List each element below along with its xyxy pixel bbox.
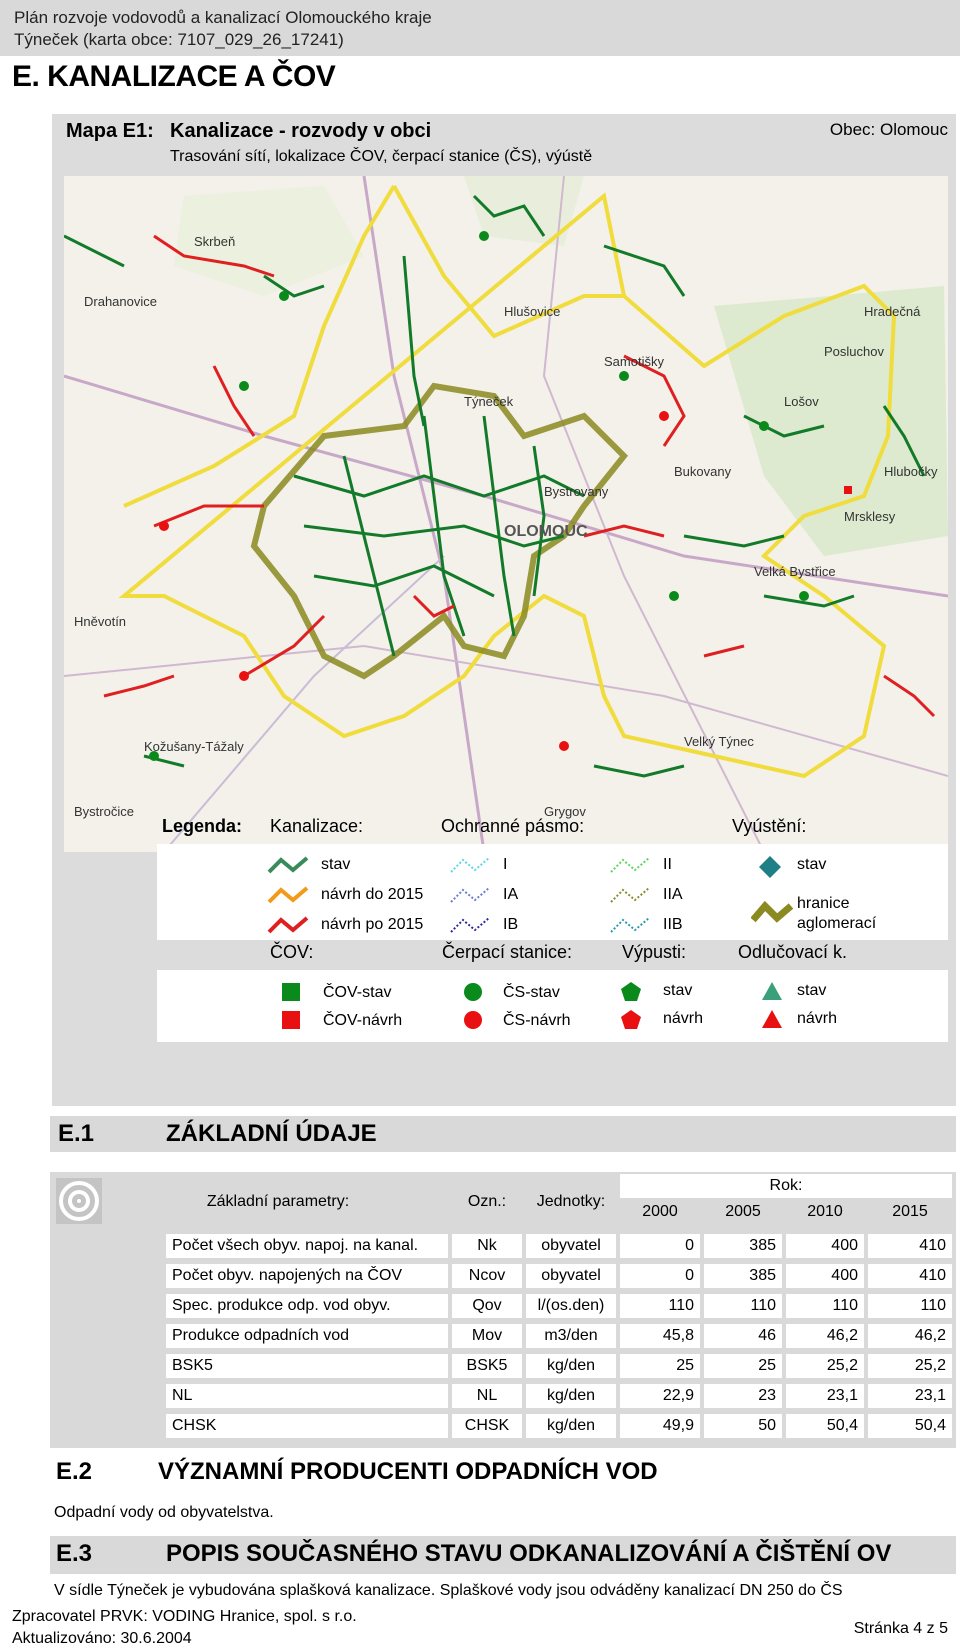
row-param: Spec. produkce odp. vod obyv. — [166, 1294, 448, 1318]
section-e3-title: POPIS SOUČASNÉHO STAVU ODKANALIZOVÁNÍ A ČIŠTĚNÍ OV — [166, 1540, 892, 1567]
vypust-navrh-pentagon-icon — [619, 1008, 643, 1032]
row-val-2015: 46,2 — [868, 1324, 952, 1348]
footer-aktualizovano: Aktualizováno: 30.6.2004 — [12, 1630, 192, 1647]
legend-title: Legenda: — [162, 816, 243, 836]
svg-text:Skrbeň: Skrbeň — [194, 234, 236, 249]
legend-cov-stav: ČOV-stav — [323, 984, 392, 1001]
row-ozn: Mov — [452, 1324, 522, 1348]
row-unit: m3/den — [526, 1324, 616, 1348]
row-val-2010: 110 — [786, 1294, 864, 1318]
sewer-network-map — [64, 176, 948, 852]
svg-text:Velký Týnec: Velký Týnec — [684, 734, 754, 749]
row-param: Počet všech obyv. napoj. na kanal. — [166, 1234, 448, 1258]
svg-text:Hlubočky: Hlubočky — [884, 464, 938, 479]
header-rok: Rok: — [620, 1174, 952, 1198]
pasmo-ib-icon — [449, 914, 493, 936]
legend-odl-stav: stav — [797, 982, 827, 999]
map-obec: Obec: Olomouc — [829, 120, 948, 139]
svg-text:Drahanovice: Drahanovice — [84, 294, 157, 309]
row-val-2005: 110 — [704, 1294, 782, 1318]
legend-cov: ČOV: — [270, 942, 314, 962]
svg-text:Kožušany-Tážaly: Kožušany-Tážaly — [144, 739, 244, 754]
legend-lines-box — [157, 844, 948, 940]
main-title: E. KANALIZACE A ČOV — [12, 60, 336, 93]
row-unit: obyvatel — [526, 1234, 616, 1258]
row-ozn: NL — [452, 1384, 522, 1408]
row-ozn: BSK5 — [452, 1354, 522, 1378]
legend-hranice — [797, 894, 876, 934]
legend-vyust-stav: stav — [797, 856, 827, 873]
row-unit: kg/den — [526, 1414, 616, 1438]
pasmo-i-icon — [449, 854, 493, 876]
map-label: Mapa E1: — [66, 120, 154, 142]
legend-ochranne-pasmo: Ochranné pásmo: — [441, 816, 585, 836]
row-ozn: Ncov — [452, 1264, 522, 1288]
cs-stav-circle-icon — [463, 982, 483, 1002]
svg-text:Posluchov: Posluchov — [824, 344, 884, 359]
legend-vyp-navrh: návrh — [663, 1010, 704, 1027]
svg-text:Velká Bystřice: Velká Bystřice — [754, 564, 836, 579]
row-ozn: CHSK — [452, 1414, 522, 1438]
legend-kanalizace: Kanalizace: — [270, 816, 364, 836]
legend-cs-navrh: ČS-návrh — [503, 1012, 571, 1029]
cov-navrh-square-icon — [281, 1010, 301, 1030]
row-val-2010: 46,2 — [786, 1324, 864, 1348]
svg-text:Týneček: Týneček — [464, 394, 514, 409]
hranice-aglomeraci-icon — [751, 900, 795, 926]
section-e2-header — [50, 1456, 956, 1490]
target-icon — [56, 1178, 102, 1224]
row-unit: kg/den — [526, 1384, 616, 1408]
row-val-2015: 410 — [868, 1234, 952, 1258]
svg-text:OLOMOUC: OLOMOUC — [504, 523, 588, 540]
header-ozn: Ozn.: — [452, 1180, 522, 1224]
row-param: NL — [166, 1384, 448, 1408]
legend-pasmo-ii: II — [663, 856, 672, 873]
row-val-2000: 22,9 — [620, 1384, 700, 1408]
row-ozn: Qov — [452, 1294, 522, 1318]
map-panel — [52, 114, 956, 1106]
legend-odl-navrh: návrh — [797, 1010, 838, 1027]
header-year-2000: 2000 — [620, 1200, 700, 1224]
pasmo-iia-icon — [609, 884, 653, 906]
section-e1-header — [50, 1116, 956, 1152]
stav-line-icon — [267, 854, 311, 876]
row-val-2005: 23 — [704, 1384, 782, 1408]
row-val-2000: 45,8 — [620, 1324, 700, 1348]
svg-text:Lošov: Lošov — [784, 394, 819, 409]
svg-text:Mrsklesy: Mrsklesy — [844, 509, 896, 524]
section-e2-number: E.2 — [56, 1458, 93, 1485]
row-val-2015: 23,1 — [868, 1384, 952, 1408]
svg-text:Bystrovany: Bystrovany — [544, 484, 609, 499]
section-e3-number: E.3 — [56, 1540, 93, 1567]
row-unit: obyvatel — [526, 1264, 616, 1288]
map-image — [64, 176, 948, 852]
legend-pasmo-i: I — [503, 856, 508, 873]
cov-stav-square-icon — [281, 982, 301, 1002]
row-unit: kg/den — [526, 1354, 616, 1378]
row-val-2000: 0 — [620, 1264, 700, 1288]
legend-kan-do2015: návrh do 2015 — [321, 886, 424, 903]
document-header — [0, 0, 960, 56]
row-unit: l/(os.den) — [526, 1294, 616, 1318]
section-e3-header — [50, 1536, 956, 1574]
row-ozn: Nk — [452, 1234, 522, 1258]
legend-hranice-line2: aglomerací — [797, 915, 877, 932]
row-param: Produkce odpadních vod — [166, 1324, 448, 1348]
vypust-stav-pentagon-icon — [619, 980, 643, 1004]
legend-kan-po2015: návrh po 2015 — [321, 916, 424, 933]
svg-text:Hlušovice: Hlušovice — [504, 304, 561, 319]
svg-text:Grygov: Grygov — [544, 804, 586, 819]
row-val-2000: 110 — [620, 1294, 700, 1318]
odlucovac-navrh-triangle-icon — [761, 1008, 783, 1030]
row-val-2005: 385 — [704, 1264, 782, 1288]
header-jednotky: Jednotky: — [526, 1180, 616, 1224]
svg-text:Bukovany: Bukovany — [674, 464, 732, 479]
section-e1-title: ZÁKLADNÍ ÚDAJE — [166, 1120, 377, 1147]
cs-navrh-circle-icon — [463, 1010, 483, 1030]
legend-hranice-line1: hranice — [797, 895, 850, 912]
section-e3-text: V sídle Týneček je vybudována splašková kanalizace. Splaškové vody jsou odváděny kanalizací DN 250 do ČS — [54, 1582, 843, 1599]
row-val-2010: 400 — [786, 1234, 864, 1258]
legend-pasmo-iib: IIB — [663, 916, 683, 933]
row-val-2005: 25 — [704, 1354, 782, 1378]
svg-text:Samotišky: Samotišky — [604, 354, 664, 369]
legend-vyp-stav: stav — [663, 982, 693, 999]
row-val-2000: 25 — [620, 1354, 700, 1378]
row-param: BSK5 — [166, 1354, 448, 1378]
svg-text:Hněvotín: Hněvotín — [74, 614, 127, 629]
pasmo-iib-icon — [609, 914, 653, 936]
map-subtitle: Trasování sítí, lokalizace ČOV, čerpací stanice (ČS), výústě — [170, 148, 593, 165]
row-val-2000: 49,9 — [620, 1414, 700, 1438]
legend-cov-navrh: ČOV-návrh — [323, 1012, 403, 1029]
row-val-2005: 50 — [704, 1414, 782, 1438]
navrh-po-2015-line-icon — [267, 914, 311, 936]
section-e1-number: E.1 — [58, 1120, 95, 1147]
row-val-2005: 46 — [704, 1324, 782, 1348]
navrh-do-2015-line-icon — [267, 884, 311, 906]
legend-symbols-box — [157, 970, 948, 1042]
pasmo-ii-icon — [609, 854, 653, 876]
map-title: Kanalizace - rozvody v obci — [170, 120, 432, 142]
vyusteni-diamond-icon — [757, 854, 783, 880]
header-year-2010: 2010 — [786, 1200, 864, 1224]
row-val-2015: 410 — [868, 1264, 952, 1288]
header-line-2: Týneček (karta obce: 7107_029_26_17241) — [14, 30, 344, 49]
row-val-2000: 0 — [620, 1234, 700, 1258]
row-val-2005: 385 — [704, 1234, 782, 1258]
header-year-2005: 2005 — [704, 1200, 782, 1224]
legend-cerpaci: Čerpací stanice: — [442, 942, 573, 962]
row-val-2010: 23,1 — [786, 1384, 864, 1408]
row-val-2010: 400 — [786, 1264, 864, 1288]
odlucovac-stav-triangle-icon — [761, 980, 783, 1002]
legend-kan-stav: stav — [321, 856, 351, 873]
row-val-2015: 25,2 — [868, 1354, 952, 1378]
legend-pasmo-ib: IB — [503, 916, 519, 933]
row-param: Počet obyv. napojených na ČOV — [166, 1264, 448, 1288]
header-params: Základní parametry: — [108, 1180, 448, 1224]
section-e2-title: VÝZNAMNÍ PRODUCENTI ODPADNÍCH VOD — [158, 1458, 658, 1485]
footer-left — [12, 1606, 357, 1650]
legend-pasmo-iia: IIA — [663, 886, 683, 903]
svg-text:Bystročice: Bystročice — [74, 804, 134, 819]
header-line-1: Plán rozvoje vodovodů a kanalizací Olomouckého kraje — [14, 8, 432, 27]
legend-vypusti: Výpusti: — [622, 942, 687, 962]
row-val-2015: 50,4 — [868, 1414, 952, 1438]
legend-cs-stav: ČS-stav — [503, 984, 560, 1001]
svg-text:Hradečná: Hradečná — [864, 304, 921, 319]
basic-data-table — [50, 1172, 956, 1448]
legend-odlucovaci: Odlučovací k. — [738, 942, 848, 962]
row-val-2010: 25,2 — [786, 1354, 864, 1378]
legend-vyusteni: Vyústění: — [732, 816, 807, 836]
section-e2-text: Odpadní vody od obyvatelstva. — [54, 1504, 274, 1521]
row-val-2015: 110 — [868, 1294, 952, 1318]
footer-zpracovatel: Zpracovatel PRVK: VODING Hranice, spol. s r.o. — [12, 1608, 357, 1625]
pasmo-ia-icon — [449, 884, 493, 906]
footer-page-number: Stránka 4 z 5 — [853, 1620, 948, 1637]
header-year-2015: 2015 — [868, 1200, 952, 1224]
row-param: CHSK — [166, 1414, 448, 1438]
row-val-2010: 50,4 — [786, 1414, 864, 1438]
legend-pasmo-ia: IA — [503, 886, 519, 903]
